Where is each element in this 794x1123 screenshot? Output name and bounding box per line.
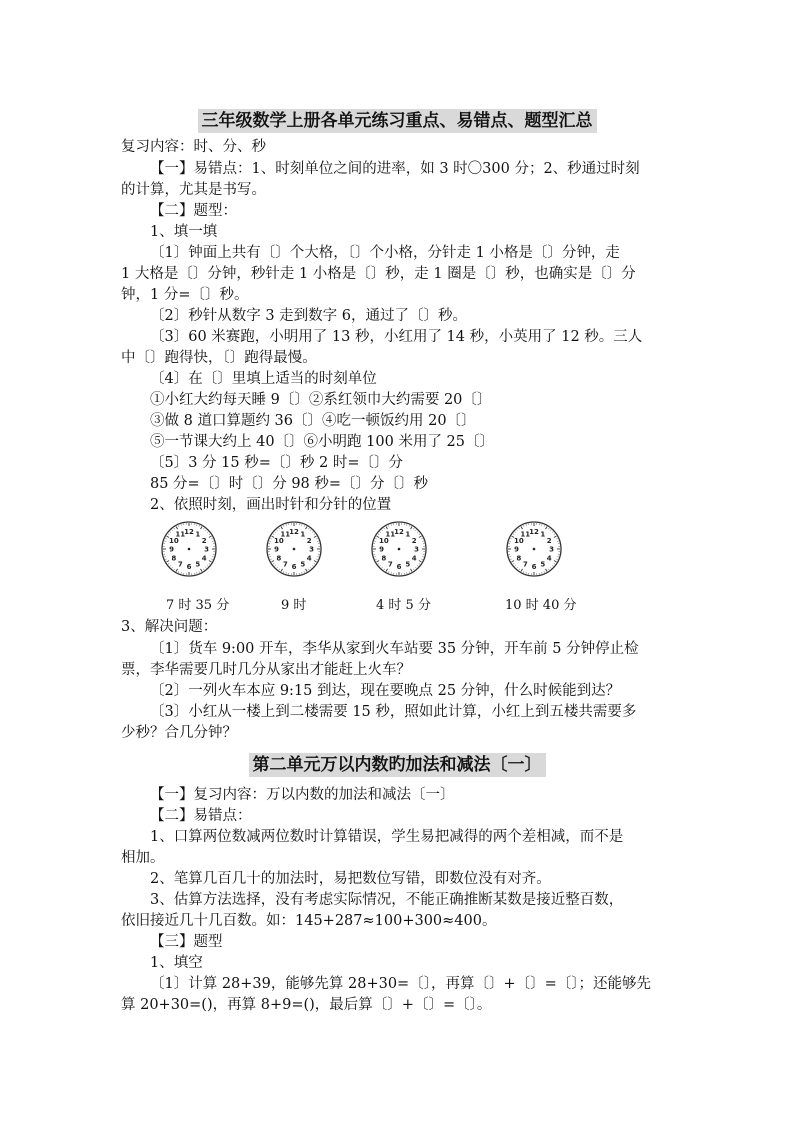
clock-numeral: 5 (540, 560, 546, 569)
clock-numeral: 7 (522, 560, 528, 569)
clock-numeral: 6 (396, 563, 402, 571)
clock-numeral: 3 (309, 545, 314, 554)
clock-numeral: 10 (168, 536, 179, 545)
text-line: 〔3〕60 米赛跑，小明用了 13 秒，小红用了 14 秒，小英用了 12 秒。三人 (150, 329, 643, 345)
clock-center (398, 548, 401, 551)
text-line: 1、填空 (150, 955, 203, 971)
text-line: 的计算，尤其是书写。 (121, 182, 266, 198)
text-line: 85 分=〔〕时〔〕分 98 秒=〔〕分〔〕秒 (150, 476, 429, 492)
section1-title: 三年级数学上册各单元练习重点、易错点、题型汇总 (0, 106, 794, 131)
text-line: ⑤一节课大约上 40〔〕⑥小明跑 100 米用了 25〔〕 (150, 434, 495, 450)
clock-label: 10 时 40 分 (505, 598, 577, 613)
clock-numeral: 7 (177, 560, 183, 569)
clock-numeral: 6 (186, 563, 192, 571)
text-line: 〔1〕货车 9:00 开车，李华从家到火车站要 35 分钟，开车前 5 分钟停止检 (150, 641, 639, 657)
clock-numeral: 2 (201, 536, 207, 545)
text-line: 3、解决问题： (121, 619, 218, 635)
text-line: 1 大格是〔〕分钟，秒针走 1 小格是〔〕秒，走 1 圈是〔〕秒，也确实是〔〕分 (121, 266, 636, 282)
clock-numeral: 12 (289, 528, 299, 536)
text-line: 3、估算方法选择，没有考虑实际情况，不能正确推断某数是接近整百数， (150, 892, 624, 908)
clock-numeral: 12 (394, 528, 404, 536)
clock-numeral: 8 (276, 554, 282, 563)
clock-numeral: 1 (540, 530, 546, 539)
text-line: 2、笔算几百几十的加法时，易把数位写错，即数位没有对齐。 (150, 871, 551, 887)
text-line: 复习内容：时、分、秒 (121, 139, 266, 155)
clock-numeral: 9 (169, 545, 174, 554)
text-line: 相加。 (121, 850, 165, 866)
text-line: 〔2〕秒针从数字 3 走到数字 6，通过了〔〕秒。 (150, 308, 468, 324)
clock-numeral: 3 (204, 545, 209, 554)
clock-numeral: 11 (385, 530, 396, 539)
text-line: 〔3〕小红从一楼上到二楼需要 15 秒，照如此计算，小红上到五楼共需要多 (150, 704, 637, 720)
clock-numeral: 2 (306, 536, 312, 545)
text-line: 算 20+30=()，再算 8+9=()，最后算〔〕+〔〕=〔〕。 (121, 997, 492, 1013)
text-line: 1、口算两位数减两位数时计算错误，学生易把减得的两个差相减，而不是 (150, 829, 624, 845)
text-line: ③做 8 道口算题约 36〔〕④吃一顿饭约用 20〔〕 (150, 413, 476, 429)
clock-numeral: 3 (549, 545, 554, 554)
clock-numeral: 11 (520, 530, 531, 539)
clock-center (293, 548, 296, 551)
clock-numeral: 8 (171, 554, 177, 563)
clock-face-icon (265, 520, 323, 578)
clock-numeral: 4 (411, 554, 417, 563)
clock-numeral: 2 (546, 536, 552, 545)
clock-numeral: 4 (306, 554, 312, 563)
clock-numeral: 2 (411, 536, 417, 545)
section2-title: 第二单元万以内数旳加法和减法〔一〕 (0, 750, 794, 775)
clock-numeral: 10 (513, 536, 524, 545)
clock-numeral: 10 (378, 536, 389, 545)
clock-face-icon (370, 520, 428, 578)
clock-numeral: 5 (300, 560, 306, 569)
clock-numeral: 6 (531, 563, 537, 571)
text-line: 钟，1 分=〔〕秒。 (121, 287, 249, 303)
clock-numeral: 9 (514, 545, 519, 554)
clock-numeral: 7 (387, 560, 393, 569)
text-line: 1、填一填 (150, 224, 218, 240)
text-line: 【三】题型 (150, 934, 223, 950)
text-line: ①小红大约每天睡 9〔〕②系红领巾大约需要 20〔〕 (150, 392, 492, 408)
clock-numeral: 10 (273, 536, 284, 545)
clock-numeral: 6 (291, 563, 297, 571)
clock-numeral: 12 (529, 528, 539, 536)
clock-face-icon (160, 520, 218, 578)
clock-numeral: 9 (274, 545, 279, 554)
clock-numeral: 9 (379, 545, 384, 554)
clock-label: 9 时 (281, 598, 307, 613)
text-line: 【二】易错点： (150, 808, 252, 824)
text-line: 依旧接近几十几百数。如：145+287≈100+300≈400。 (121, 913, 497, 929)
text-line: 〔5〕3 分 15 秒=〔〕秒 2 时=〔〕分 (150, 455, 403, 471)
clock-center (188, 548, 191, 551)
clock-numeral: 8 (381, 554, 387, 563)
clock-numeral: 11 (280, 530, 291, 539)
clock-numeral: 12 (184, 528, 194, 536)
text-line: 【一】易错点：1、时刻单位之间的进率，如 3 时〇300 分；2、秒通过时刻 (150, 161, 640, 177)
clock-numeral: 1 (195, 530, 201, 539)
clock-numeral: 3 (414, 545, 419, 554)
clock-numeral: 4 (546, 554, 552, 563)
text-line: 【一】复习内容：万以内数的加法和减法〔一〕 (150, 787, 455, 803)
text-line: 〔1〕计算 28+39，能够先算 28+30=〔〕，再算〔〕+〔〕=〔〕；还能够先 (150, 976, 651, 992)
clock-numeral: 5 (195, 560, 201, 569)
clock-label: 4 时 5 分 (376, 598, 431, 613)
text-line: 【二】题型： (150, 203, 237, 219)
clock-numeral: 4 (201, 554, 207, 563)
clock-numeral: 5 (405, 560, 411, 569)
text-line: 中〔〕跑得快，〔〕跑得最慢。 (121, 350, 317, 366)
clock-numeral: 7 (282, 560, 288, 569)
clock-numeral: 11 (175, 530, 186, 539)
clock-numeral: 8 (516, 554, 522, 563)
text-line: 〔4〕在〔〕里填上适当的时刻单位 (150, 371, 377, 387)
clock-numeral: 1 (300, 530, 306, 539)
text-line: 票，李华需要几时几分从家出才能赶上火车？ (121, 662, 411, 678)
text-line: 〔2〕一列火车本应 9:15 到达，现在要晚点 25 分钟，什么时候能到达？ (150, 683, 621, 699)
text-line: 〔1〕钟面上共有〔〕个大格，〔〕个小格，分针走 1 小格是〔〕分钟，走 (150, 245, 620, 261)
clock-numeral: 1 (405, 530, 411, 539)
text-line: 2、依照时刻，画出时针和分针的位置 (150, 497, 392, 513)
text-line: 少秒？合几分钟？ (121, 725, 237, 741)
clock-label: 7 时 35 分 (166, 598, 230, 613)
clock-face-icon (505, 520, 563, 578)
clock-center (533, 548, 536, 551)
